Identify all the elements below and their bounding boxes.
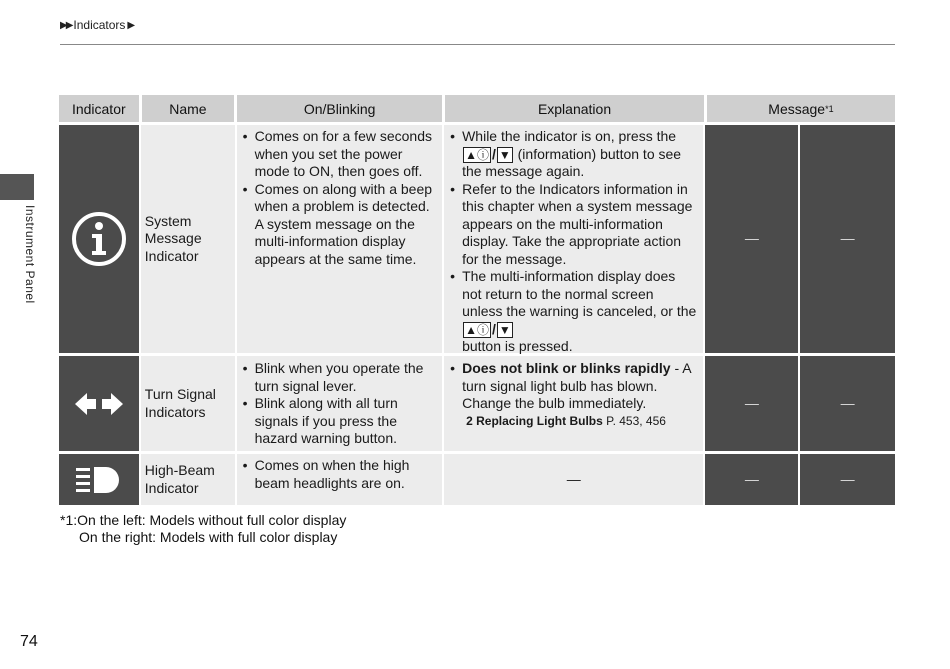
message-right: —	[800, 125, 895, 353]
list-item	[448, 268, 697, 356]
table-row	[59, 454, 895, 505]
header-indicator: Indicator	[59, 95, 139, 122]
table-row	[59, 356, 895, 451]
list-item: • Blink along with all turn signals if you press the hazard warning button.	[241, 395, 439, 448]
list-item: • Comes on when the high beam headlights are on.	[241, 457, 439, 492]
message-right: —	[800, 454, 895, 505]
header-explanation: Explanation	[445, 95, 704, 122]
breadcrumb	[60, 18, 133, 32]
explanation-text: - A turn signal light bulb has blown. Change the bulb immediately.	[462, 360, 691, 411]
reference-title: Replacing Light Bulbs	[476, 413, 603, 428]
info-up-key-icon: ▲ⓘ	[465, 322, 489, 337]
header-on-blinking: On/Blinking	[237, 95, 442, 122]
footnote-line: *1:On the left: Models without full color display	[60, 512, 347, 528]
list-item: • Refer to the Indicators information in this chapter when a system message appears on the multi-information display. Take the appropriate action for the message.	[448, 181, 697, 269]
indicator-table	[59, 95, 895, 505]
header-rule	[60, 44, 895, 45]
explanation-cell	[444, 125, 703, 353]
message-left: —	[705, 454, 798, 505]
list-item: • Comes on along with a beep when a problem is detected. A system message on the multi-information display appears at the same time.	[241, 181, 439, 269]
triangle-icon: ▶	[127, 19, 134, 31]
info-circle-icon	[59, 125, 139, 353]
turn-signal-arrows-icon	[59, 356, 139, 451]
high-beam-icon	[59, 454, 139, 505]
explanation-text: While the indicator is on, press the	[462, 128, 677, 144]
header-message	[707, 95, 895, 122]
header-message-sup: *1	[825, 103, 834, 114]
indicator-name: System Message Indicator	[141, 125, 235, 353]
on-blinking-cell	[237, 454, 443, 505]
on-blinking-cell	[237, 125, 443, 353]
footnote	[60, 512, 346, 546]
explanation-text: (information) button to see the message again.	[462, 145, 682, 179]
explanation-cell	[444, 356, 703, 451]
breadcrumb-label: Indicators	[73, 18, 126, 32]
page-number: 74	[20, 633, 38, 650]
header-name: Name	[142, 95, 235, 122]
on-blinking-cell	[237, 356, 443, 451]
message-left: —	[705, 125, 798, 353]
list-item: • Blink when you operate the turn signal lever.	[241, 360, 439, 395]
explanation-bold: Does not blink or blinks rapidly	[462, 360, 671, 376]
message-left: —	[705, 356, 798, 451]
indicator-name: Turn Signal Indicators	[141, 356, 235, 451]
header-message-label: Message	[768, 100, 826, 117]
key-separator: /	[491, 145, 496, 162]
side-tab	[0, 174, 34, 200]
down-key-icon: ▼	[498, 322, 511, 337]
list-item: • Comes on for a few seconds when you set the power mode to ON, then goes off.	[241, 128, 439, 181]
cross-reference[interactable]	[448, 413, 697, 431]
indicator-name: High-Beam Indicator	[141, 454, 235, 505]
reference-arrow-icon: 2	[466, 413, 473, 428]
explanation-text: button is pressed.	[462, 338, 573, 354]
table-header	[59, 95, 895, 122]
double-triangle-icon: ▶▶	[60, 19, 72, 31]
list-item	[448, 360, 697, 413]
explanation-text: The multi-information display does not return to the normal screen unless the warning is canceled, or the	[462, 268, 697, 319]
info-up-key-icon: ▲ⓘ	[465, 147, 489, 162]
side-label: Instrument Panel	[23, 205, 37, 304]
table-row	[59, 125, 895, 353]
message-right: —	[800, 356, 895, 451]
explanation-cell: —	[444, 454, 703, 505]
list-item	[448, 128, 697, 181]
footnote-line: On the right: Models with full color display	[79, 529, 338, 545]
down-key-icon: ▼	[498, 147, 511, 162]
key-separator: /	[491, 320, 496, 337]
reference-pages: P. 453, 456	[602, 413, 666, 428]
